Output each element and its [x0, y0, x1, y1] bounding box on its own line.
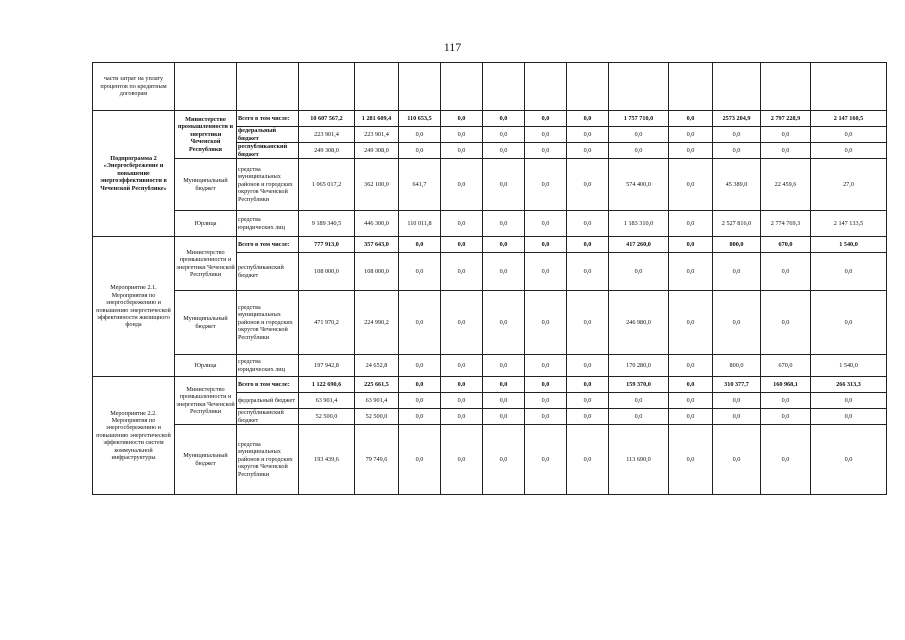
value-cell: 800,0	[713, 355, 761, 377]
value-cell: 1 540,0	[811, 237, 887, 253]
value-cell: 0,0	[525, 355, 567, 377]
value-cell: 0,0	[483, 143, 525, 159]
value-cell: 0,0	[441, 237, 483, 253]
value-cell: 0,0	[525, 237, 567, 253]
value-cell: 0,0	[441, 393, 483, 409]
empty-cell	[669, 63, 713, 111]
value-cell: 2573 204,9	[713, 111, 761, 127]
value-cell: 0,0	[669, 111, 713, 127]
value-cell: 0,0	[713, 291, 761, 355]
value-cell: 0,0	[669, 425, 713, 495]
value-cell: 0,0	[811, 143, 887, 159]
empty-cell	[609, 63, 669, 111]
value-cell: 0,0	[567, 143, 609, 159]
value-cell: 63 901,4	[299, 393, 355, 409]
value-cell: 0,0	[669, 237, 713, 253]
empty-cell	[713, 63, 761, 111]
value-cell: 2 527 816,0	[713, 211, 761, 237]
value-cell: 2 797 228,9	[761, 111, 811, 127]
value-cell: 0,0	[483, 211, 525, 237]
value-cell: 1 065 017,2	[299, 159, 355, 211]
value-cell: 1 281 609,4	[355, 111, 399, 127]
value-cell: 0,0	[567, 253, 609, 291]
table-row	[93, 237, 887, 253]
value-cell: 471 970,2	[299, 291, 355, 355]
value-cell: 0,0	[713, 393, 761, 409]
empty-cell	[399, 63, 441, 111]
value-cell: 0,0	[669, 253, 713, 291]
funding-source-cell: республиканский бюджет	[237, 409, 299, 425]
value-cell: 0,0	[441, 377, 483, 393]
value-cell: 800,0	[713, 237, 761, 253]
value-cell: 110 653,5	[399, 111, 441, 127]
funding-source-cell: Всего в том числе:	[237, 237, 299, 253]
value-cell: 225 661,5	[355, 377, 399, 393]
value-cell: 0,0	[567, 127, 609, 143]
empty-cell	[525, 63, 567, 111]
value-cell: 108 000,0	[299, 253, 355, 291]
value-cell: 45 389,0	[713, 159, 761, 211]
table-row	[93, 355, 887, 377]
value-cell: 0,0	[399, 409, 441, 425]
funding-source-cell: средства юридических лиц	[237, 211, 299, 237]
value-cell: 0,0	[483, 253, 525, 291]
value-cell: 0,0	[483, 111, 525, 127]
empty-cell	[567, 63, 609, 111]
value-cell: 79 749,6	[355, 425, 399, 495]
value-cell: 0,0	[761, 393, 811, 409]
table-row	[93, 377, 887, 393]
value-cell: 0,0	[525, 127, 567, 143]
executor-cell: Муниципальный бюджет	[175, 159, 237, 211]
value-cell: 0,0	[483, 377, 525, 393]
value-cell: 0,0	[669, 355, 713, 377]
funding-source-cell: средства муниципальных районов и городских округов Чеченской Республики	[237, 159, 299, 211]
value-cell: 0,0	[441, 291, 483, 355]
value-cell: 641,7	[399, 159, 441, 211]
value-cell: 0,0	[713, 425, 761, 495]
value-cell: 0,0	[525, 377, 567, 393]
value-cell: 0,0	[483, 127, 525, 143]
value-cell: 0,0	[761, 143, 811, 159]
table-row	[93, 211, 887, 237]
funding-source-cell: средства муниципальных районов и городских округов Чеченской Республики	[237, 425, 299, 495]
value-cell: 0,0	[399, 237, 441, 253]
value-cell: 224 990,2	[355, 291, 399, 355]
value-cell: 0,0	[669, 377, 713, 393]
value-cell: 0,0	[483, 355, 525, 377]
value-cell: 0,0	[399, 377, 441, 393]
value-cell: 0,0	[609, 127, 669, 143]
value-cell: 170 280,0	[609, 355, 669, 377]
value-cell: 0,0	[525, 393, 567, 409]
empty-cell	[761, 63, 811, 111]
value-cell: 193 439,6	[299, 425, 355, 495]
funding-source-cell: республиканский бюджет	[237, 143, 299, 159]
value-cell: 0,0	[669, 211, 713, 237]
value-cell: 0,0	[441, 159, 483, 211]
funding-source-cell: Всего в том числе:	[237, 377, 299, 393]
value-cell: 0,0	[399, 393, 441, 409]
value-cell: 266 313,3	[811, 377, 887, 393]
value-cell: 2 774 769,3	[761, 211, 811, 237]
section-name-cell: Мероприятие 2.1. Мероприятия по энергосбережению и повышению энергетической эффективности жилищного фонда	[93, 237, 175, 377]
value-cell: 0,0	[525, 425, 567, 495]
value-cell: 0,0	[811, 291, 887, 355]
executor-cell: Министерство промышленности и энергетики Чеченской Республики	[175, 377, 237, 425]
value-cell: 24 652,8	[355, 355, 399, 377]
value-cell: 0,0	[669, 393, 713, 409]
value-cell: 0,0	[811, 253, 887, 291]
value-cell: 0,0	[441, 111, 483, 127]
value-cell: 9 189 340,5	[299, 211, 355, 237]
value-cell: 417 260,0	[609, 237, 669, 253]
executor-cell: Муниципальный бюджет	[175, 425, 237, 495]
funding-source-cell: федеральный бюджет	[237, 393, 299, 409]
value-cell: 0,0	[669, 143, 713, 159]
value-cell: 0,0	[525, 143, 567, 159]
section-name-cell: Мероприятие 2.2. Мероприятия по энергосбережению и повышению энергетической эффективности систем коммунальной инфраструктуры	[93, 377, 175, 495]
value-cell: 2 147 160,5	[811, 111, 887, 127]
value-cell: 0,0	[761, 409, 811, 425]
value-cell: 0,0	[441, 409, 483, 425]
value-cell: 0,0	[713, 253, 761, 291]
measure-name-cell: части затрат на уплату процентов по кредитным договорам	[93, 63, 175, 111]
value-cell: 362 100,0	[355, 159, 399, 211]
value-cell: 0,0	[399, 425, 441, 495]
value-cell: 246 980,0	[609, 291, 669, 355]
value-cell: 0,0	[483, 409, 525, 425]
value-cell: 0,0	[567, 111, 609, 127]
empty-cell	[441, 63, 483, 111]
funding-source-cell: республиканский бюджет	[237, 253, 299, 291]
executor-cell: Министерство промышленности и энергетики Чеченской Республики	[175, 237, 237, 291]
value-cell: 52 500,0	[299, 409, 355, 425]
table-row	[93, 159, 887, 211]
value-cell: 0,0	[811, 409, 887, 425]
executor-cell: Юрлица	[175, 355, 237, 377]
value-cell: 0,0	[399, 291, 441, 355]
value-cell: 0,0	[399, 355, 441, 377]
value-cell: 0,0	[441, 127, 483, 143]
value-cell: 0,0	[525, 211, 567, 237]
value-cell: 0,0	[525, 409, 567, 425]
value-cell: 0,0	[483, 237, 525, 253]
value-cell: 1 757 710,0	[609, 111, 669, 127]
value-cell: 0,0	[609, 409, 669, 425]
value-cell: 113 690,0	[609, 425, 669, 495]
value-cell: 0,0	[669, 127, 713, 143]
value-cell: 0,0	[525, 291, 567, 355]
value-cell: 574 400,0	[609, 159, 669, 211]
value-cell: 0,0	[567, 377, 609, 393]
value-cell: 52 500,0	[355, 409, 399, 425]
value-cell: 670,0	[761, 237, 811, 253]
value-cell: 0,0	[567, 355, 609, 377]
value-cell: 159 370,0	[609, 377, 669, 393]
value-cell: 0,0	[567, 425, 609, 495]
executor-cell: Юрлица	[175, 211, 237, 237]
value-cell: 0,0	[811, 127, 887, 143]
value-cell: 0,0	[567, 237, 609, 253]
value-cell: 0,0	[713, 409, 761, 425]
value-cell: 0,0	[567, 291, 609, 355]
value-cell: 27,0	[811, 159, 887, 211]
value-cell: 0,0	[441, 143, 483, 159]
value-cell: 0,0	[713, 127, 761, 143]
value-cell: 446 300,0	[355, 211, 399, 237]
value-cell: 0,0	[567, 211, 609, 237]
value-cell: 0,0	[609, 143, 669, 159]
funding-source-cell: средства юридических лиц	[237, 355, 299, 377]
executor-cell: Муниципальный бюджет	[175, 291, 237, 355]
value-cell: 0,0	[669, 159, 713, 211]
value-cell: 357 643,0	[355, 237, 399, 253]
empty-cell	[299, 63, 355, 111]
section-name-cell: Подпрограмма 2 «Энергосбережение и повышение энергоэффективности в Чеченской Республике»	[93, 111, 175, 237]
value-cell: 0,0	[399, 253, 441, 291]
value-cell: 0,0	[761, 127, 811, 143]
value-cell: 0,0	[811, 393, 887, 409]
value-cell: 0,0	[399, 127, 441, 143]
executor-cell: Министерство промышленности и энергетики Чеченской Республики	[175, 111, 237, 159]
value-cell: 2 147 133,5	[811, 211, 887, 237]
table-row	[93, 63, 887, 111]
value-cell: 10 607 567,2	[299, 111, 355, 127]
value-cell: 63 901,4	[355, 393, 399, 409]
value-cell: 0,0	[669, 409, 713, 425]
empty-cell	[483, 63, 525, 111]
funding-source-cell: федеральный бюджет	[237, 127, 299, 143]
empty-cell	[355, 63, 399, 111]
value-cell: 0,0	[811, 425, 887, 495]
empty-cell	[175, 63, 237, 111]
funding-source-cell: Всего в том числе:	[237, 111, 299, 127]
budget-table	[92, 62, 887, 495]
table-row	[93, 425, 887, 495]
value-cell: 0,0	[483, 425, 525, 495]
value-cell: 110 011,8	[399, 211, 441, 237]
value-cell: 160 968,1	[761, 377, 811, 393]
value-cell: 1 540,0	[811, 355, 887, 377]
value-cell: 108 000,0	[355, 253, 399, 291]
value-cell: 0,0	[567, 159, 609, 211]
value-cell: 0,0	[399, 143, 441, 159]
value-cell: 0,0	[525, 159, 567, 211]
value-cell: 0,0	[483, 291, 525, 355]
empty-cell	[811, 63, 887, 111]
value-cell: 0,0	[713, 143, 761, 159]
value-cell: 1 122 690,6	[299, 377, 355, 393]
value-cell: 0,0	[761, 425, 811, 495]
value-cell: 0,0	[483, 159, 525, 211]
value-cell: 223 901,4	[299, 127, 355, 143]
value-cell: 0,0	[761, 291, 811, 355]
value-cell: 223 901,4	[355, 127, 399, 143]
value-cell: 0,0	[441, 425, 483, 495]
value-cell: 0,0	[525, 111, 567, 127]
value-cell: 249 308,0	[299, 143, 355, 159]
funding-source-cell: средства муниципальных районов и городских округов Чеченской Республики	[237, 291, 299, 355]
value-cell: 249 308,0	[355, 143, 399, 159]
value-cell: 0,0	[525, 253, 567, 291]
value-cell: 0,0	[441, 253, 483, 291]
value-cell: 310 377,7	[713, 377, 761, 393]
table-row	[93, 291, 887, 355]
page-number: 117	[443, 40, 462, 54]
value-cell: 0,0	[483, 393, 525, 409]
value-cell: 0,0	[609, 393, 669, 409]
value-cell: 670,0	[761, 355, 811, 377]
value-cell: 0,0	[441, 355, 483, 377]
value-cell: 0,0	[609, 253, 669, 291]
value-cell: 777 913,0	[299, 237, 355, 253]
value-cell: 0,0	[441, 211, 483, 237]
value-cell: 0,0	[567, 409, 609, 425]
value-cell: 0,0	[761, 253, 811, 291]
empty-cell	[237, 63, 299, 111]
value-cell: 0,0	[567, 393, 609, 409]
value-cell: 197 942,8	[299, 355, 355, 377]
value-cell: 22 459,6	[761, 159, 811, 211]
value-cell: 0,0	[669, 291, 713, 355]
value-cell: 1 183 310,0	[609, 211, 669, 237]
table-row	[93, 111, 887, 127]
